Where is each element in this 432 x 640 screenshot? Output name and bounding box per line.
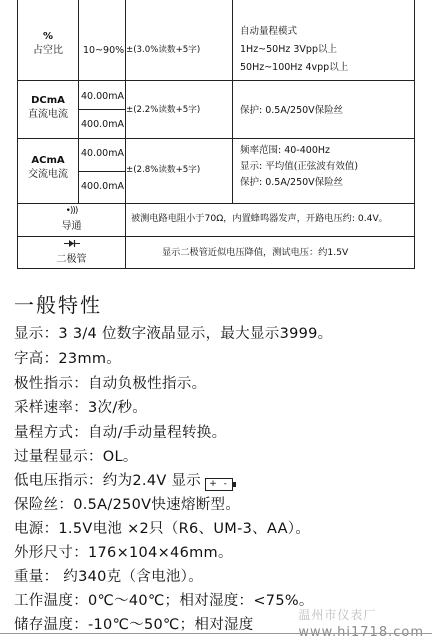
- acma-notes: 频率范围: 40-400Hz 显示: 平均值(正弦波有效值) 保护: 0.5A/250V保险丝: [240, 145, 359, 188]
- spec-power: 电源：1.5V电池 ×2只（R6、UM-3、AA）。: [14, 521, 311, 537]
- watermark: 温州市仪表厂 www.hi1718.com: [298, 608, 424, 640]
- spec-display: 显示：3 3/4 位数字液晶显示，最大显示3999。: [14, 326, 333, 342]
- row-duty-name: % 占空比: [33, 31, 63, 56]
- col-divider: [125, 203, 126, 236]
- col-divider: [232, 0, 233, 203]
- spec-range-mode: 量程方式：自动/手动量程转换。: [14, 425, 227, 441]
- spec-table: [17, 0, 415, 269]
- diode-icon: [18, 239, 125, 249]
- duty-range: 10~90%: [83, 45, 125, 56]
- continuity-note: 被测电路电阻小于70Ω，内置蜂鸣器发声，开路电压约: 0.4V。: [131, 213, 388, 224]
- spec-dimensions: 外形尺寸：176×104×46mm。: [14, 545, 233, 561]
- col-divider: [78, 0, 79, 203]
- spec-storage-temp: 储存温度：-10℃～50℃；相对湿度: [14, 617, 254, 633]
- spec-polarity: 极性指示：自动负极性指示。: [14, 376, 207, 392]
- row-divider: [18, 236, 414, 237]
- duty-notes: 自动量程模式 1Hz~50Hz 3Vpp以上 50Hz~100Hz 4vpp以上: [240, 26, 349, 73]
- spec-operating-temp: 工作温度：0℃～40℃；相对湿度：<75%。: [14, 593, 314, 609]
- row-continuity-name: •))) 导通: [18, 206, 125, 233]
- acma-range-400: 400.0mA: [81, 181, 124, 192]
- acma-range-40: 40.00mA: [81, 148, 124, 159]
- spec-sample-rate: 采样速率：3次/秒。: [14, 400, 148, 416]
- continuity-icon: •))): [65, 206, 78, 216]
- cell-divider: [78, 109, 125, 110]
- spec-fuse: 保险丝：0.5A/250V快速熔断型。: [14, 497, 241, 513]
- bottom-rule: [0, 633, 432, 634]
- dcma-range-400: 400.0mA: [81, 119, 124, 130]
- spec-char-height: 字高：23mm。: [14, 351, 122, 367]
- duty-accuracy: ±(3.0%读数+5字): [126, 45, 201, 55]
- dcma-accuracy: ±(2.2%读数+5字): [126, 105, 201, 115]
- row-dcma-name: DCmA 直流电流: [28, 95, 68, 120]
- diode-note: 显示二极管近似电压降值，测试电压：约1.5V: [162, 247, 349, 258]
- row-acma-name: ACmA 交流电流: [28, 155, 68, 180]
- dcma-note: 保护: 0.5A/250V保险丝: [240, 105, 344, 116]
- row-divider: [18, 203, 414, 204]
- dcma-range-40: 40.00mA: [81, 91, 124, 102]
- section-title: 一般特性: [14, 293, 102, 317]
- acma-accuracy: ±(2.8%读数+5字): [126, 165, 201, 175]
- spec-weight: 重量： 约340克（含电池）。: [14, 569, 204, 585]
- battery-icon: + -: [205, 478, 233, 491]
- spec-overrange: 过量程显示：OL。: [14, 449, 138, 465]
- col-divider: [125, 236, 126, 269]
- spec-low-battery: 低电压指示：约为2.4V 显示 + -: [14, 469, 233, 491]
- row-diode-name: 二极管: [18, 239, 125, 266]
- cell-divider: [78, 171, 125, 172]
